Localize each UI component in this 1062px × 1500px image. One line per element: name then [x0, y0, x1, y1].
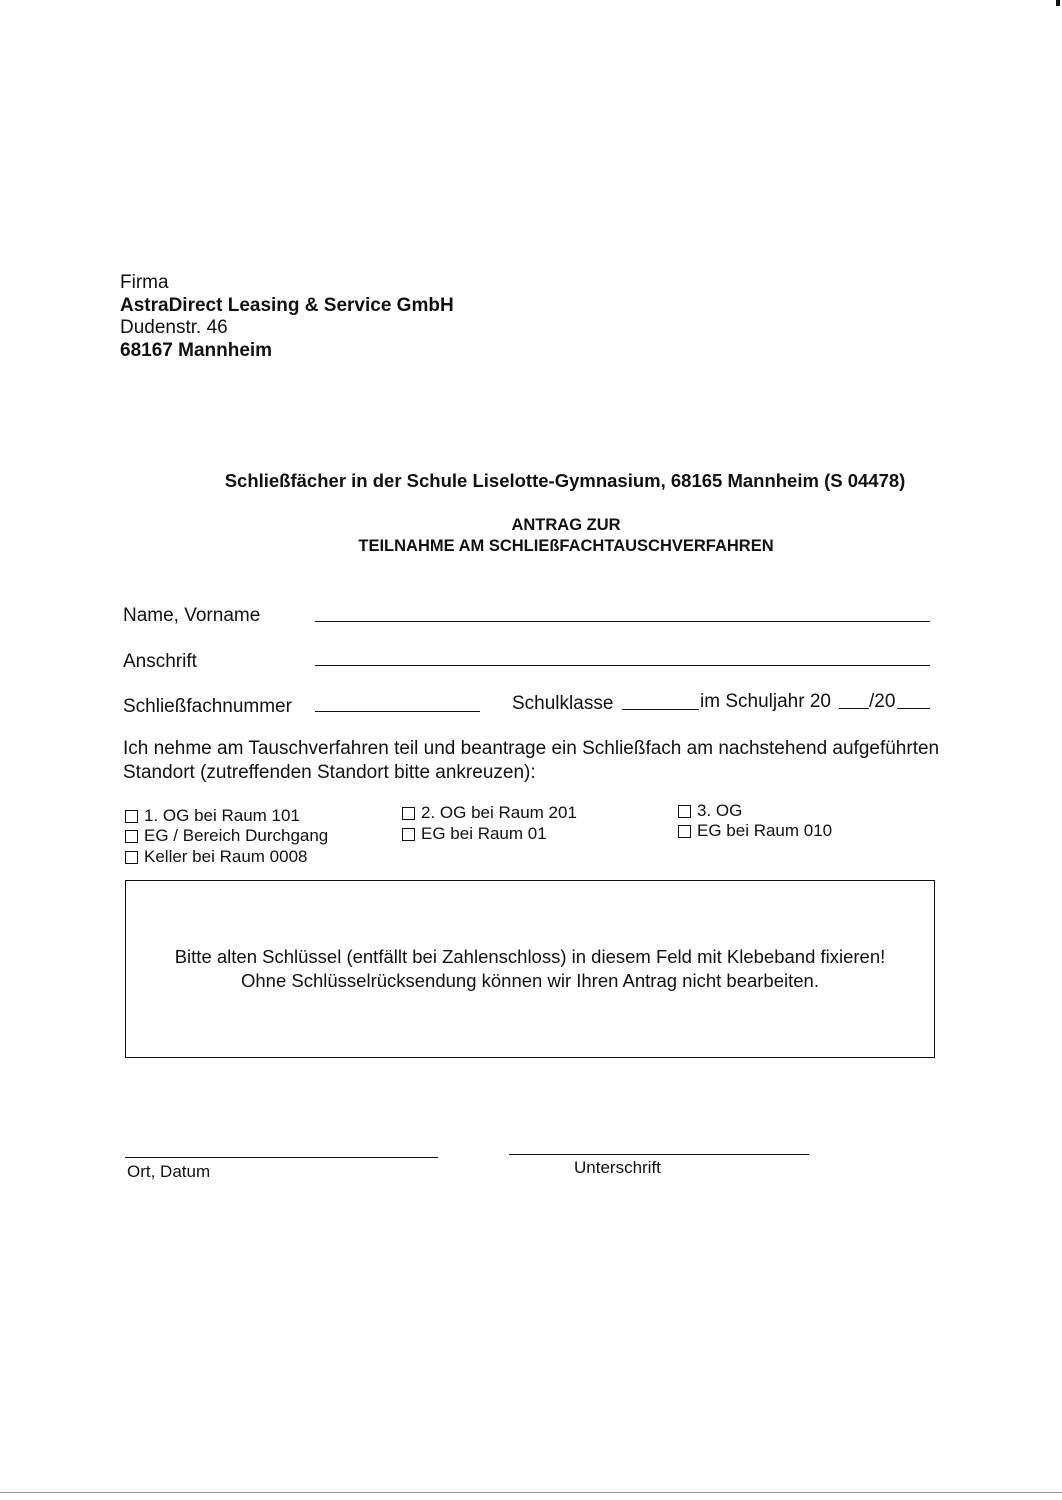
option-3og[interactable]	[678, 801, 742, 821]
school-year-separator: /20	[869, 691, 896, 712]
checkbox-icon[interactable]	[125, 830, 138, 843]
locker-number-field-line[interactable]	[315, 711, 480, 712]
checkbox-icon[interactable]	[402, 828, 415, 841]
locker-number-label: Schließfachnummer	[123, 696, 292, 717]
option-eg-bereich-durchgang[interactable]	[125, 826, 328, 846]
scan-corner-mark	[1056, 0, 1060, 6]
recipient-street: Dudenstr. 46	[120, 317, 228, 338]
checkbox-icon[interactable]	[678, 805, 691, 818]
class-field-line[interactable]	[622, 709, 699, 710]
signature-label: Unterschrift	[574, 1158, 661, 1177]
form-title	[0, 515, 1062, 557]
recipient-city: 68167 Mannheim	[120, 339, 273, 361]
signature-line[interactable]	[509, 1154, 809, 1155]
recipient-company: AstraDirect Leasing & Service GmbH	[120, 294, 454, 316]
scan-bottom-edge	[0, 1492, 1062, 1493]
recipient-line-firma: Firma	[120, 272, 169, 293]
school-year-end-line[interactable]	[897, 708, 930, 709]
option-2og-raum-201[interactable]	[402, 803, 577, 823]
option-1og-raum-101[interactable]	[125, 806, 300, 826]
form-title-line-1: ANTRAG ZUR	[511, 516, 621, 534]
key-tape-box	[125, 880, 935, 1058]
option-label: 2. OG bei Raum 201	[421, 803, 577, 822]
option-keller-raum-0008[interactable]	[125, 847, 307, 867]
key-tape-line-2: Ohne Schlüsselrücksendung können wir Ihren Antrag nicht bearbeiten.	[241, 970, 819, 991]
school-year-label: im Schuljahr 20	[700, 691, 831, 712]
form-title-line-2: TEILNAHME AM SCHLIEßFACHTAUSCHVERFAHREN	[358, 537, 774, 555]
key-tape-line-1: Bitte alten Schlüssel (entfällt bei Zahlenschloss) in diesem Feld mit Klebeband fixieren!	[174, 946, 886, 967]
place-date-label: Ort, Datum	[127, 1162, 211, 1181]
checkbox-icon[interactable]	[402, 807, 415, 820]
option-eg-raum-010[interactable]	[678, 821, 832, 841]
checkbox-icon[interactable]	[125, 851, 138, 864]
intro-text: Ich nehme am Tauschverfahren teil und beantrage ein Schließfach am nachstehend aufgeführten Standort (zutreffenden Standort bitte ankreuzen):	[123, 738, 940, 783]
name-label: Name, Vorname	[123, 605, 261, 626]
option-eg-raum-01[interactable]	[402, 824, 547, 844]
option-label: EG bei Raum 01	[421, 824, 547, 843]
option-label: EG / Bereich Durchgang	[144, 826, 329, 845]
option-label: Keller bei Raum 0008	[144, 847, 308, 866]
name-field-line[interactable]	[315, 621, 930, 622]
key-tape-instructions	[126, 945, 934, 993]
option-label: EG bei Raum 010	[697, 821, 833, 840]
class-label: Schulklasse	[512, 693, 614, 714]
place-date-line[interactable]	[125, 1157, 438, 1158]
address-label: Anschrift	[123, 651, 197, 672]
address-field-line[interactable]	[315, 665, 930, 666]
option-label: 1. OG bei Raum 101	[144, 806, 300, 825]
checkbox-icon[interactable]	[125, 810, 138, 823]
subject-line: Schließfächer in der Schule Liselotte-Gymnasium, 68165 Mannheim (S 04478)	[224, 470, 906, 491]
school-year-start-line[interactable]	[839, 708, 869, 709]
checkbox-icon[interactable]	[678, 825, 691, 838]
option-label: 3. OG	[697, 801, 743, 820]
recipient-address	[120, 272, 454, 362]
